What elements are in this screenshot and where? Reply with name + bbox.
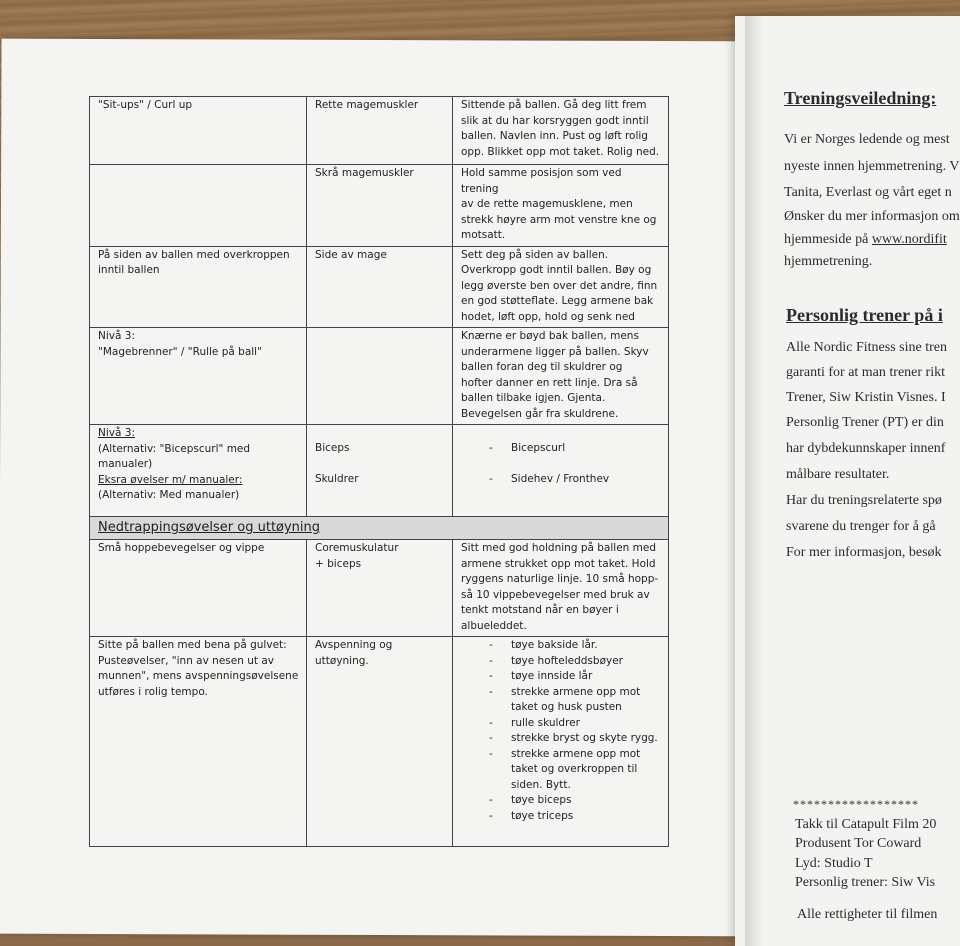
cell-text: Bevegelsen går fra skuldrene.	[461, 407, 619, 420]
table-row	[90, 328, 669, 425]
link-prefix: hjemmeside på	[784, 232, 872, 247]
cell-text: albueleddet.	[461, 619, 527, 632]
cell-text: motsatt.	[461, 229, 506, 241]
cell-text: ballen. Navlen inn. Pust og løft rolig	[461, 130, 648, 142]
table-row	[90, 246, 669, 328]
cell-text: legg øverste ben over det andre, finn	[461, 279, 658, 292]
cell-text: Sitt med god holdning på ballen med	[461, 542, 657, 554]
cell-text: "Sit-ups" / Curl up	[98, 99, 193, 111]
muscle-cell	[307, 328, 453, 425]
table-row	[90, 165, 669, 247]
cell-text: tenkt motstand når en bøyer i	[461, 604, 619, 616]
paragraph-line: Tanita, Everlast og vårt eget n	[784, 185, 952, 200]
cell-text: utføres i rolig tempo.	[98, 685, 208, 698]
cell-text: inntil ballen	[98, 264, 160, 276]
cell-text: av de rette magemusklene, men	[461, 198, 633, 210]
paragraph-line: Personlig Trener (PT) er din	[786, 415, 944, 430]
page-heading-personal-trainer: Personlig trener på i	[786, 305, 943, 325]
paragraph-line: Ønsker du mer informasjon om	[784, 209, 960, 224]
cell-text: Avspenning og	[315, 639, 393, 651]
cell-text: Biceps	[315, 442, 350, 454]
paragraph-line: Alle Nordic Fitness sine tren	[786, 340, 947, 355]
cell-text: hodet, løft opp, hold og senk ned	[461, 310, 635, 323]
muscle-cell	[307, 540, 453, 637]
stretch-list	[461, 638, 662, 824]
cell-text: Side av mage	[315, 248, 387, 261]
table-row	[90, 540, 669, 637]
cell-text: uttøyning.	[315, 654, 369, 667]
rights-line: Alle rettigheter til filmen	[797, 907, 938, 922]
description-cell	[453, 637, 669, 847]
exercise-cell	[90, 165, 307, 247]
cell-text: munnen", mens avspenningsøvelsene	[98, 670, 299, 682]
description-cell	[453, 328, 669, 425]
paragraph-line: garanti for at man trener rikt	[786, 365, 945, 380]
cell-text: Sett deg på siden av ballen.	[461, 248, 609, 261]
muscle-cell	[307, 97, 453, 165]
list-item: - Bicepscurl	[461, 441, 662, 457]
list-item: - strekke armene opp mot taket og husk pusten	[461, 685, 662, 716]
paragraph-line: har dybdekunnskaper innenf	[786, 441, 946, 456]
description-cell	[453, 246, 669, 328]
cell-text: en god støtteflate. Legg armene bak	[461, 295, 654, 307]
list-item: - rulle skuldrer	[461, 716, 662, 732]
cell-text: Nivå 3:	[98, 330, 135, 342]
paragraph-line: For mer informasjon, besøk	[786, 545, 942, 560]
paragraph-line: målbare resultater.	[786, 467, 890, 482]
page-heading-training-guide: Treningsveiledning:	[784, 88, 937, 108]
muscle-cell	[307, 637, 453, 847]
credits-line: Takk til Catapult Film 20	[795, 817, 937, 832]
list-item: - tøye hofteleddsbøyer	[461, 654, 662, 670]
exercise-cell	[90, 540, 307, 637]
cell-text: Coremuskulatur	[315, 542, 399, 554]
exercise-cell	[90, 97, 307, 165]
credits-line: Personlig trener: Siw Vis	[795, 875, 936, 890]
cell-text: ballen foran deg til skuldrer og	[461, 361, 623, 373]
section-header-cell	[90, 517, 669, 540]
muscle-cell	[307, 246, 453, 328]
paragraph-line: nyeste innen hjemmetrening. V	[784, 159, 960, 174]
description-cell	[453, 165, 669, 247]
extra-exercises-label: Eksra øvelser m/ manualer:	[98, 473, 243, 486]
list-item: - strekke bryst og skyte rygg.	[461, 731, 662, 747]
credits-line: Produsent Tor Coward	[795, 836, 922, 851]
cell-text: (Alternativ: Med manualer)	[98, 489, 240, 501]
cell-text: Knærne er bøyd bak ballen, mens	[461, 330, 639, 342]
exercise-cell	[90, 246, 307, 328]
paragraph-line: Har du treningsrelaterte spø	[786, 493, 942, 508]
cell-text: strekk høyre arm mot venstre kne og	[461, 213, 657, 226]
cell-text: Pusteøvelser, "inn av nesen ut av	[98, 654, 274, 667]
section-title: Nedtrappingsøvelser og uttøyning	[98, 520, 321, 535]
table-row	[90, 97, 669, 165]
cell-text: Skrå magemuskler	[315, 167, 414, 179]
exercise-table	[89, 96, 669, 847]
cell-text: ballen tilbake igjen. Gjenta.	[461, 392, 606, 404]
description-cell	[453, 425, 669, 517]
paragraph-line: Trener, Siw Kristin Visnes. I	[786, 390, 946, 405]
list-item: - Sidehev / Fronthev	[461, 472, 662, 488]
cell-text: Skuldrer	[315, 472, 359, 485]
page-gutter-shadow	[745, 16, 763, 946]
cell-text: armene strukket opp mot taket. Hold	[461, 557, 656, 570]
description-cell	[453, 540, 669, 637]
paragraph-line	[784, 232, 947, 248]
cell-text: Overkropp godt inntil ballen. Bøy og	[461, 264, 652, 276]
table-row	[90, 637, 669, 847]
cell-text: hofter danner en rett linje. Dra så	[461, 376, 638, 389]
list-item: - tøye innside lår	[461, 669, 662, 685]
dash-list	[461, 441, 662, 487]
list-item: - strekke armene opp mot taket og overkroppen til siden. Bytt.	[461, 747, 662, 794]
cell-text: underarmene ligger på ballen. Skyv	[461, 345, 649, 358]
cell-text: "Magebrenner" / "Rulle på ball"	[98, 345, 262, 358]
muscle-cell	[307, 165, 453, 247]
exercise-cell	[90, 637, 307, 847]
muscle-cell	[307, 425, 453, 517]
cell-text: Sitte på ballen med bena på gulvet:	[98, 639, 287, 651]
list-item: - tøye triceps	[461, 809, 662, 825]
exercise-cell	[90, 328, 307, 425]
exercise-cell	[90, 425, 307, 517]
credits-line: Lyd: Studio T	[795, 856, 873, 871]
list-item: - tøye biceps	[461, 793, 662, 809]
cell-text: På siden av ballen med overkroppen	[98, 248, 290, 261]
description-cell	[453, 97, 669, 165]
website-link[interactable]: www.nordifit	[871, 232, 947, 247]
cell-text: + biceps	[315, 557, 362, 570]
level-label: Nivå 3:	[98, 427, 135, 439]
cell-text: Små hoppebevegelser og vippe	[98, 542, 265, 554]
cell-text: Hold samme posisjon som ved trening	[461, 167, 622, 195]
cell-text: opp. Blikket opp mot taket. Rolig ned.	[461, 145, 660, 158]
cell-text: (Alternativ: "Bicepscurl" med manualer)	[98, 442, 251, 470]
table-row	[90, 425, 669, 517]
paragraph-line: hjemmetrening.	[784, 254, 873, 269]
star-divider: ******************	[793, 797, 919, 811]
cell-text: Sittende på ballen. Gå deg litt frem	[461, 99, 647, 111]
paragraph-line: Vi er Norges ledende og mest	[784, 132, 950, 147]
list-item: - tøye bakside lår.	[461, 638, 662, 654]
cell-text: så 10 vippebevegelser med bruk av	[461, 588, 650, 601]
cell-text: Rette magemuskler	[315, 99, 419, 111]
cell-text: ryggens naturlige linje. 10 små hopp-	[461, 573, 659, 585]
cell-text: slik at du har korsryggen godt inntil	[461, 114, 649, 127]
paragraph-line: svarene du trenger for å gå	[786, 519, 936, 534]
section-header-row	[90, 517, 669, 540]
